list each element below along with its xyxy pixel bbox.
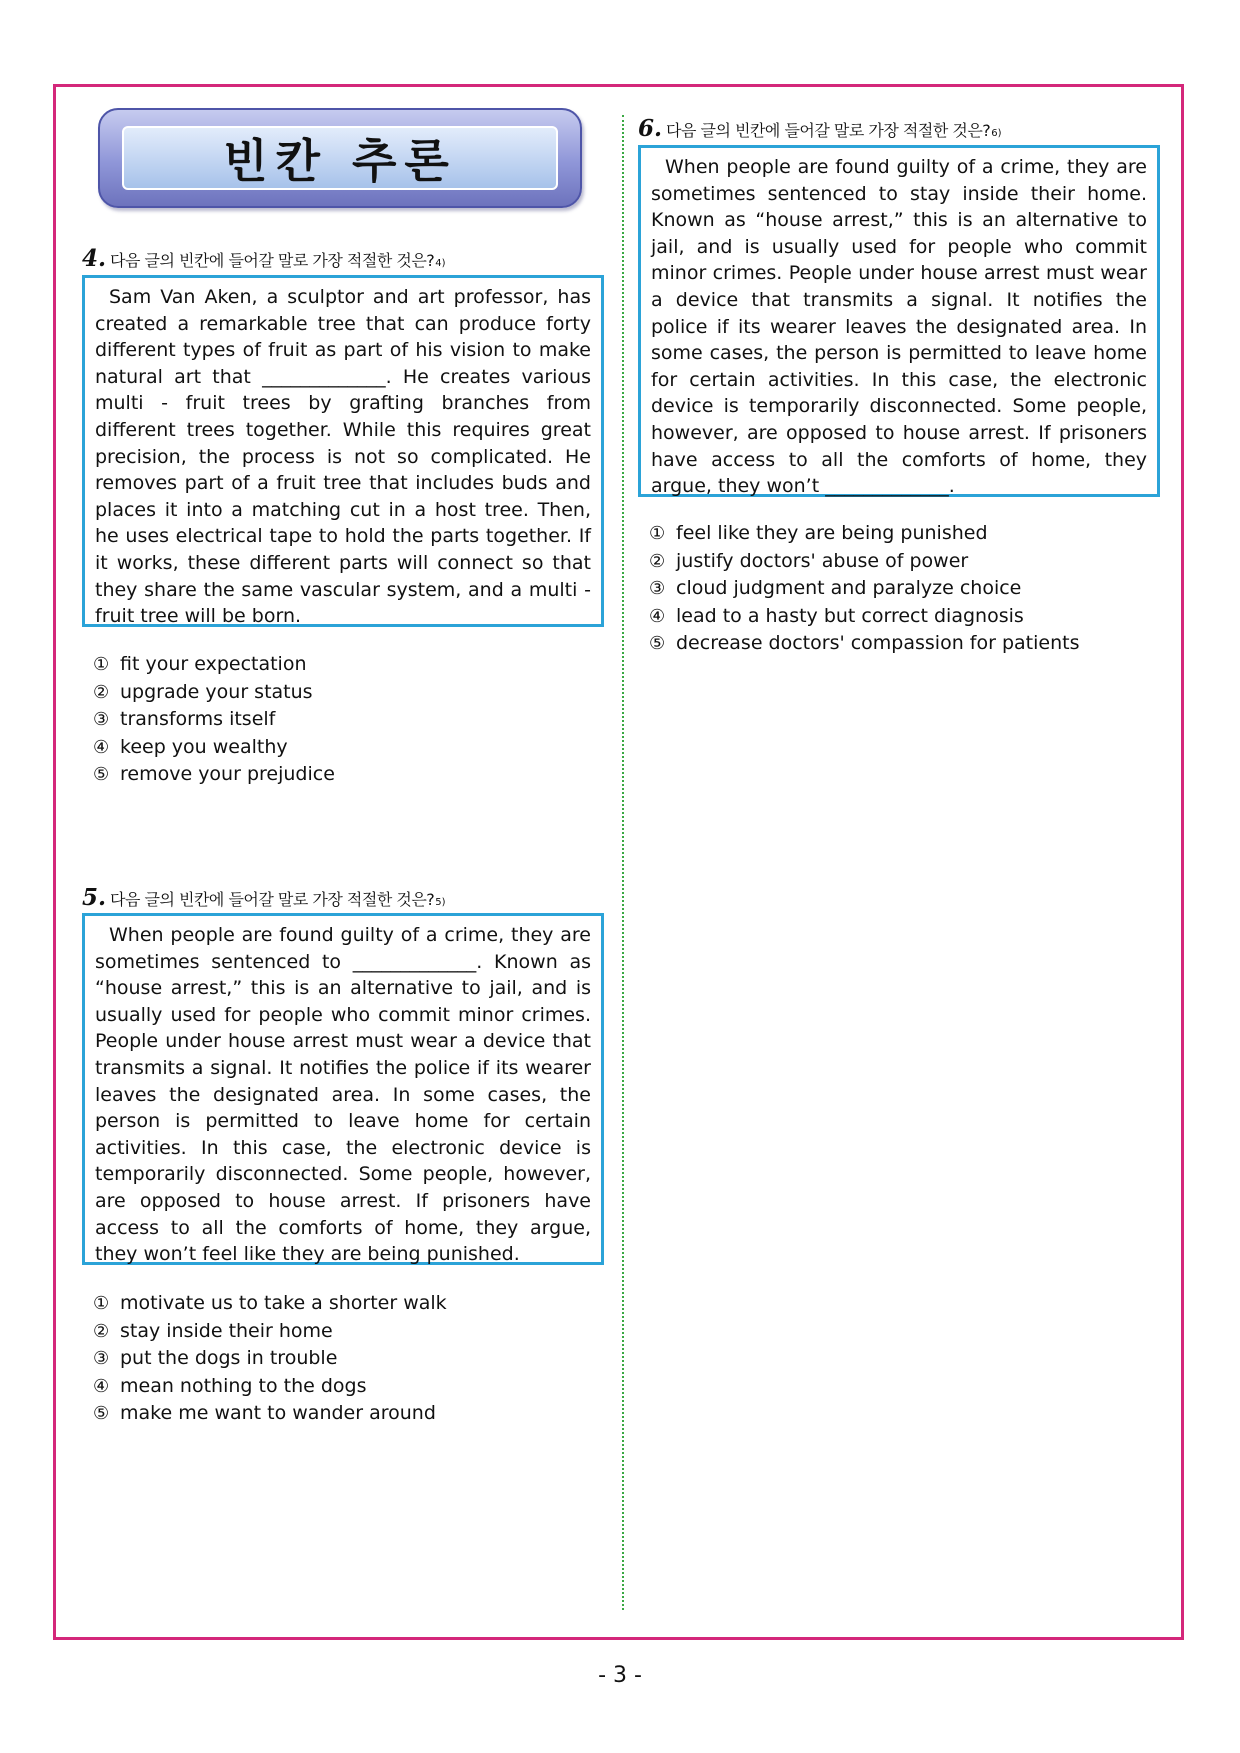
section-title-banner — [98, 108, 582, 208]
question-4-number: 4. — [82, 245, 107, 272]
choice-text: decrease doctors' compassion for patients — [676, 632, 1080, 654]
choice-mark: ④ — [93, 736, 110, 758]
choice-item[interactable] — [649, 548, 1079, 576]
choice-item[interactable] — [93, 761, 335, 789]
question-4-prompt: 다음 글의 빈칸에 들어갈 말로 가장 적절한 것은? — [110, 251, 435, 270]
question-6-passage: When people are found guilty of a crime, they are sometimes sentenced to stay inside their home. Known as “house arrest,” this is an alternative to jail, and is usually used for people who commit minor crimes. People under house arrest must wear a device that transmits a signal. It notifies the police if its wearer leaves the designated area. In some cases, the person is permitted to leave home for certain activities. In this case, the electronic device is temporarily disconnected. Some people, however, are opposed to house arrest. If prisoners have access to all the comforts of home, they argue, they won’t _____________. — [638, 145, 1160, 497]
choice-text: cloud judgment and paralyze choice — [676, 577, 1022, 599]
choice-item[interactable] — [649, 630, 1079, 658]
page-number: - 3 - — [598, 1663, 642, 1688]
question-6-header — [638, 115, 1002, 142]
choice-mark: ① — [93, 654, 110, 675]
choice-item[interactable] — [93, 651, 335, 679]
choice-text: mean nothing to the dogs — [120, 1374, 367, 1397]
choice-item[interactable] — [93, 734, 335, 762]
choice-text: keep you wealthy — [120, 735, 288, 758]
choice-text: motivate us to take a shorter walk — [120, 1292, 447, 1314]
choice-item[interactable] — [93, 1318, 447, 1346]
choice-text: stay inside their home — [120, 1319, 333, 1342]
choice-mark: ④ — [649, 605, 666, 627]
question-5-passage: When people are found guilty of a crime, they are sometimes sentenced to _____________. Known as “house arrest,” this is an alternative to jail, and is usually used for people who commit minor crimes. People under house arrest must wear a device that transmits a signal. It notifies the police if its wearer leaves the designated area. In some cases, the person is permitted to leave home for certain activities. In this case, the electronic device is temporarily disconnected. Some people, however, are opposed to house arrest. If prisoners have access to all the comforts of home, they argue, they won’t feel like they are being punished. — [82, 913, 604, 1265]
question-6-choices — [649, 520, 1079, 658]
question-6-prompt: 다음 글의 빈칸에 들어갈 말로 가장 적절한 것은? — [666, 121, 991, 140]
choice-text: put the dogs in trouble — [120, 1347, 338, 1369]
question-4-choices — [93, 651, 335, 789]
choice-item[interactable] — [93, 679, 335, 707]
choice-mark: ③ — [93, 709, 110, 730]
choice-mark: ⑤ — [93, 1403, 110, 1424]
question-5-number: 5. — [82, 884, 107, 911]
question-6-number: 6. — [638, 115, 663, 142]
choice-mark: ④ — [93, 1375, 110, 1397]
choice-mark: ① — [93, 1293, 110, 1314]
choice-text: transforms itself — [120, 708, 276, 730]
choice-item[interactable] — [93, 1290, 447, 1318]
choice-text: justify doctors' abuse of power — [676, 549, 969, 572]
choice-mark: ⑤ — [93, 764, 110, 785]
choice-mark: ② — [93, 681, 110, 703]
choice-mark: ② — [649, 550, 666, 572]
choice-mark: ① — [649, 523, 666, 544]
choice-text: upgrade your status — [120, 680, 313, 703]
choice-text: lead to a hasty but correct diagnosis — [676, 604, 1024, 627]
section-title: 빈칸 추론 — [223, 134, 457, 188]
choice-text: feel like they are being punished — [676, 522, 988, 544]
choice-mark: ② — [93, 1320, 110, 1342]
section-title-inner — [122, 126, 558, 190]
choice-mark: ⑤ — [649, 633, 666, 654]
choice-mark: ③ — [93, 1348, 110, 1369]
question-6-footnote: 6) — [991, 128, 1002, 139]
question-5-footnote: 5) — [435, 897, 446, 908]
question-4-footnote: 4) — [435, 258, 446, 269]
column-divider — [622, 115, 624, 1610]
question-5-header — [82, 884, 446, 911]
choice-item[interactable] — [649, 603, 1079, 631]
question-4-passage: Sam Van Aken, a sculptor and art professor, has created a remarkable tree that can produce forty different types of fruit as part of his vision to make natural art that _____________. He creates various multi - fruit trees by grafting branches from different trees together. While this requires great precision, the process is not so complicated. He removes part of a fruit tree that includes buds and places it into a matching cut in a host tree. Then, he uses electrical tape to hold the parts together. If it works, these different parts will connect so that they share the same vascular system, and a multi - fruit tree will be born. — [82, 275, 604, 627]
choice-mark: ③ — [649, 578, 666, 599]
choice-item[interactable] — [93, 1373, 447, 1401]
choice-item[interactable] — [93, 1400, 447, 1428]
choice-item[interactable] — [93, 706, 335, 734]
choice-item[interactable] — [649, 575, 1079, 603]
question-5-choices — [93, 1290, 447, 1428]
choice-text: fit your expectation — [120, 653, 307, 675]
choice-item[interactable] — [649, 520, 1079, 548]
question-5-prompt: 다음 글의 빈칸에 들어갈 말로 가장 적절한 것은? — [110, 890, 435, 909]
choice-text: make me want to wander around — [120, 1402, 436, 1424]
question-4-header — [82, 245, 446, 272]
choice-text: remove your prejudice — [120, 763, 335, 785]
choice-item[interactable] — [93, 1345, 447, 1373]
